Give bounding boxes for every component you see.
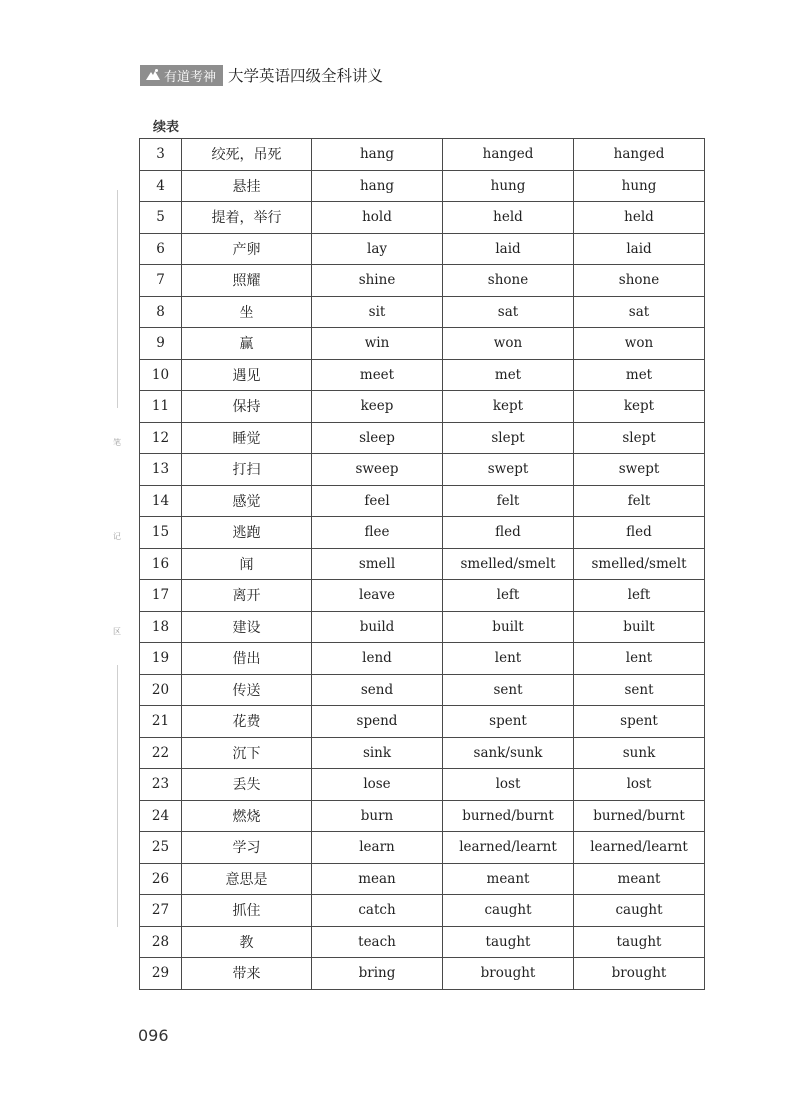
table-row (140, 202, 705, 234)
cell-past-participle: hanged (574, 139, 705, 171)
cell-past-tense: left (443, 580, 574, 612)
cell-past-participle: shone (574, 265, 705, 297)
cell-past-participle: kept (574, 391, 705, 423)
cell-past-tense: brought (443, 958, 574, 990)
cell-past-tense: fled (443, 517, 574, 549)
cell-row-number: 21 (140, 706, 182, 738)
cell-past-participle: spent (574, 706, 705, 738)
cell-row-number: 11 (140, 391, 182, 423)
cell-base-form: win (312, 328, 443, 360)
cell-row-number: 28 (140, 926, 182, 958)
cell-row-number: 22 (140, 737, 182, 769)
cell-chinese-meaning: 离开 (182, 580, 312, 612)
cell-base-form: keep (312, 391, 443, 423)
cell-chinese-meaning: 建设 (182, 611, 312, 643)
table-row (140, 611, 705, 643)
cell-chinese-meaning: 逃跑 (182, 517, 312, 549)
cell-row-number: 6 (140, 233, 182, 265)
cell-past-tense: meant (443, 863, 574, 895)
table-row (140, 958, 705, 990)
cell-chinese-meaning: 教 (182, 926, 312, 958)
cell-base-form: shine (312, 265, 443, 297)
cell-past-tense: built (443, 611, 574, 643)
cell-past-tense: caught (443, 895, 574, 927)
cell-past-tense: smelled/smelt (443, 548, 574, 580)
irregular-verbs-table (139, 138, 705, 990)
cell-base-form: lose (312, 769, 443, 801)
cell-base-form: smell (312, 548, 443, 580)
cell-base-form: feel (312, 485, 443, 517)
cell-base-form: build (312, 611, 443, 643)
cell-past-tense: sank/sunk (443, 737, 574, 769)
table-row (140, 265, 705, 297)
table-row (140, 359, 705, 391)
table-row (140, 517, 705, 549)
brand-logo-icon (145, 68, 161, 82)
cell-past-participle: slept (574, 422, 705, 454)
cell-base-form: leave (312, 580, 443, 612)
table-row (140, 863, 705, 895)
table-row (140, 832, 705, 864)
cell-base-form: learn (312, 832, 443, 864)
table-row (140, 580, 705, 612)
cell-chinese-meaning: 闻 (182, 548, 312, 580)
cell-chinese-meaning: 产卵 (182, 233, 312, 265)
cell-row-number: 9 (140, 328, 182, 360)
cell-row-number: 18 (140, 611, 182, 643)
cell-chinese-meaning: 花费 (182, 706, 312, 738)
page-header (140, 64, 383, 86)
cell-base-form: lend (312, 643, 443, 675)
cell-past-participle: learned/learnt (574, 832, 705, 864)
cell-chinese-meaning: 学习 (182, 832, 312, 864)
cell-row-number: 16 (140, 548, 182, 580)
table-row (140, 548, 705, 580)
cell-row-number: 17 (140, 580, 182, 612)
cell-past-tense: learned/learnt (443, 832, 574, 864)
cell-past-participle: built (574, 611, 705, 643)
cell-row-number: 24 (140, 800, 182, 832)
cell-row-number: 27 (140, 895, 182, 927)
cell-past-tense: lent (443, 643, 574, 675)
cell-past-participle: sunk (574, 737, 705, 769)
note-area-char-1: 笔 (113, 438, 121, 447)
cell-base-form: send (312, 674, 443, 706)
cell-chinese-meaning: 遇见 (182, 359, 312, 391)
cell-past-participle: sent (574, 674, 705, 706)
table-row (140, 895, 705, 927)
cell-row-number: 4 (140, 170, 182, 202)
cell-chinese-meaning: 绞死，吊死 (182, 139, 312, 171)
table-row (140, 454, 705, 486)
cell-base-form: bring (312, 958, 443, 990)
table-row (140, 296, 705, 328)
brand-badge (140, 65, 223, 86)
cell-past-tense: shone (443, 265, 574, 297)
cell-past-tense: hanged (443, 139, 574, 171)
note-margin-line-top (117, 190, 118, 408)
cell-base-form: hold (312, 202, 443, 234)
cell-past-participle: brought (574, 958, 705, 990)
cell-chinese-meaning: 沉下 (182, 737, 312, 769)
cell-past-participle: sat (574, 296, 705, 328)
table-row (140, 391, 705, 423)
cell-past-tense: held (443, 202, 574, 234)
cell-past-participle: taught (574, 926, 705, 958)
cell-chinese-meaning: 保持 (182, 391, 312, 423)
cell-row-number: 14 (140, 485, 182, 517)
cell-base-form: sit (312, 296, 443, 328)
table-row (140, 233, 705, 265)
cell-chinese-meaning: 丢失 (182, 769, 312, 801)
cell-row-number: 7 (140, 265, 182, 297)
table-row (140, 328, 705, 360)
cell-row-number: 19 (140, 643, 182, 675)
cell-chinese-meaning: 意思是 (182, 863, 312, 895)
cell-past-participle: swept (574, 454, 705, 486)
cell-past-participle: felt (574, 485, 705, 517)
table-row (140, 926, 705, 958)
cell-row-number: 10 (140, 359, 182, 391)
cell-base-form: sleep (312, 422, 443, 454)
cell-past-tense: swept (443, 454, 574, 486)
cell-chinese-meaning: 借出 (182, 643, 312, 675)
table-row (140, 737, 705, 769)
cell-row-number: 5 (140, 202, 182, 234)
cell-base-form: lay (312, 233, 443, 265)
table-row (140, 674, 705, 706)
table-row (140, 769, 705, 801)
cell-past-participle: hung (574, 170, 705, 202)
cell-past-tense: slept (443, 422, 574, 454)
note-margin-line-bottom (117, 665, 118, 927)
cell-chinese-meaning: 带来 (182, 958, 312, 990)
cell-chinese-meaning: 传送 (182, 674, 312, 706)
cell-base-form: teach (312, 926, 443, 958)
cell-base-form: spend (312, 706, 443, 738)
cell-base-form: sweep (312, 454, 443, 486)
cell-past-participle: smelled/smelt (574, 548, 705, 580)
cell-past-tense: taught (443, 926, 574, 958)
cell-chinese-meaning: 赢 (182, 328, 312, 360)
page-number: 096 (138, 1026, 169, 1045)
cell-chinese-meaning: 照耀 (182, 265, 312, 297)
table-row (140, 170, 705, 202)
table-row (140, 139, 705, 171)
cell-past-participle: held (574, 202, 705, 234)
cell-past-participle: laid (574, 233, 705, 265)
cell-row-number: 25 (140, 832, 182, 864)
cell-past-tense: won (443, 328, 574, 360)
cell-past-participle: meant (574, 863, 705, 895)
continued-label: 续表 (153, 120, 180, 135)
cell-chinese-meaning: 睡觉 (182, 422, 312, 454)
cell-base-form: hang (312, 139, 443, 171)
cell-chinese-meaning: 燃烧 (182, 800, 312, 832)
table-row (140, 485, 705, 517)
cell-chinese-meaning: 抓住 (182, 895, 312, 927)
cell-row-number: 26 (140, 863, 182, 895)
cell-row-number: 3 (140, 139, 182, 171)
cell-row-number: 13 (140, 454, 182, 486)
table-row (140, 800, 705, 832)
cell-row-number: 8 (140, 296, 182, 328)
cell-base-form: sink (312, 737, 443, 769)
note-area-char-3: 区 (113, 627, 121, 636)
cell-past-participle: met (574, 359, 705, 391)
cell-past-tense: felt (443, 485, 574, 517)
cell-past-tense: spent (443, 706, 574, 738)
cell-row-number: 15 (140, 517, 182, 549)
cell-base-form: burn (312, 800, 443, 832)
cell-chinese-meaning: 提着，举行 (182, 202, 312, 234)
cell-past-participle: left (574, 580, 705, 612)
cell-past-participle: lost (574, 769, 705, 801)
cell-past-participle: fled (574, 517, 705, 549)
cell-base-form: mean (312, 863, 443, 895)
table-row (140, 422, 705, 454)
cell-past-participle: won (574, 328, 705, 360)
cell-base-form: flee (312, 517, 443, 549)
cell-row-number: 20 (140, 674, 182, 706)
cell-past-participle: caught (574, 895, 705, 927)
cell-chinese-meaning: 打扫 (182, 454, 312, 486)
table-row (140, 706, 705, 738)
note-area-char-2: 记 (113, 532, 121, 541)
cell-past-participle: burned/burnt (574, 800, 705, 832)
cell-past-participle: lent (574, 643, 705, 675)
cell-row-number: 23 (140, 769, 182, 801)
cell-past-tense: met (443, 359, 574, 391)
cell-chinese-meaning: 悬挂 (182, 170, 312, 202)
brand-name: 有道考神 (164, 69, 217, 85)
course-title: 大学英语四级全科讲义 (228, 67, 384, 85)
cell-past-tense: sent (443, 674, 574, 706)
cell-chinese-meaning: 坐 (182, 296, 312, 328)
cell-base-form: catch (312, 895, 443, 927)
cell-past-tense: sat (443, 296, 574, 328)
cell-past-tense: burned/burnt (443, 800, 574, 832)
table-row (140, 643, 705, 675)
cell-base-form: hang (312, 170, 443, 202)
cell-past-tense: kept (443, 391, 574, 423)
cell-row-number: 29 (140, 958, 182, 990)
cell-chinese-meaning: 感觉 (182, 485, 312, 517)
cell-past-tense: hung (443, 170, 574, 202)
cell-base-form: meet (312, 359, 443, 391)
cell-past-tense: laid (443, 233, 574, 265)
cell-past-tense: lost (443, 769, 574, 801)
cell-row-number: 12 (140, 422, 182, 454)
